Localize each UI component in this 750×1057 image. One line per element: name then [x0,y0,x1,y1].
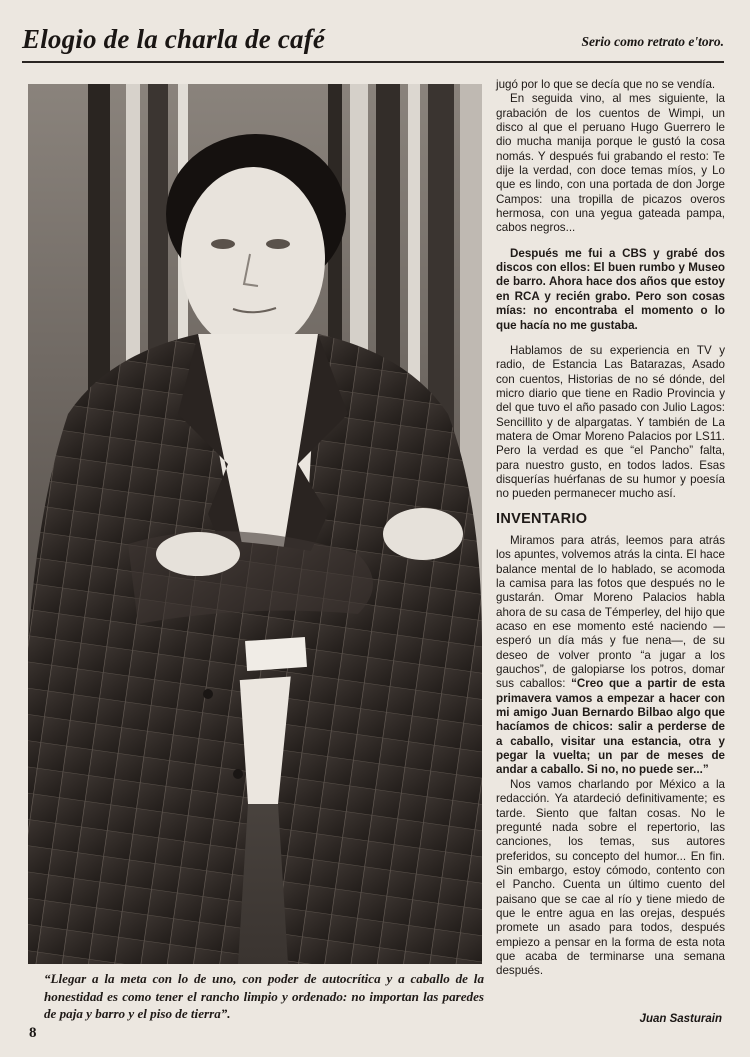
paragraph-2: En seguida vino, al mes siguiente, la grabación de los cuentos de Wimpi, un disco al que el peruano Hugo Guerrero le dio mucha manija porque le gustó la cosa nomás. Y después fui grabando el resto: Te dije la verdad, con doce temas míos, y Lo que es lindo, con una portada de don Jorge Campos: una tropilla de picazos overos hermosa, con una yegua gateada pampa, cabos negros... [496,92,725,235]
paragraph-6: Nos vamos charlando por México a la redacción. Ya atardeció definitivamente; es tarde. Siento que faltan cosas. No le pregunté nada sobre el repertorio, las canciones, los temas, sus autores preferidos, su concepto del humor... En fin. Sin embargo, estoy cómodo, contento con el Pancho. Cuenta un último cuento del paisano que se cae al río y tiene miedo de que le entre agua en las orejas, después promete un asado para todos, después empiezo a pensar en la forma de esta nota que acaba de terminarse una semana después. [496,777,725,978]
paragraph-5-quote: “Creo que a partir de esta primavera vamos a empezar a hacer con mi amigo Juan Bernardo Bilbao algo que hacíamos de chicos: salir a perderse de a caballo, visitar una estancia, otra y pegar la vuelta; un par de meses de andar a caballo. Si no, no puede ser...” [496,677,725,777]
photo-caption: “Llegar a la meta con lo de uno, con poder de autocrítica y a caballo de la honestidad es como tener el rancho limpio y ordenado: no importan las paredes de paja y barro y el piso de tierra”. [44,971,484,1021]
page-title: Elogio de la charla de café [22,24,326,54]
paragraph-5 [496,534,725,778]
paragraph-5-text: Miramos para atrás, leemos para atrás los apuntes, volvemos atrás la cinta. El hace balance mental de lo hablado, se acomoda la camisa para las fotos que después no le gustarán. Omar Moreno Palacios habla ahora de su casa de Témperley, del hijo que acaso en ese momento esté naciendo —esperó un día más y fue nena—, de su deseo de volver pronto “a jugar a los gauchos”, de galopiarse los potros, domar sus caballos: [496,533,725,691]
article-column [496,78,725,979]
paragraph-4: Hablamos de su experiencia en TV y radio, de Estancia Las Batarazas, Asado con cuentos, Historias de no sé dónde, del micro diario que tiene en Radio Provincia y del que tuvo el año pasado con Julio Lagos: Sencillito y de alpargatas. Y también de La matera de Omar Moreno Palacios por LS11. Pero la verdad es que “el Pancho” falta, para nuestro gusto, en todos lados. Esas disquerías huérfanas de su humor y poesía no pueden permanecer mucho así. [496,343,725,501]
section-heading: INVENTARIO [496,510,588,527]
section-tagline: Serio como retrato e'toro. [581,34,724,49]
paragraph-3: Después me fui a CBS y grabé dos discos con ellos: El buen rumbo y Museo de barro. Ahora hace dos años que estoy en RCA y recién grabo. Pero son cosas mías: no encontraba el momento o lo que hacía no me gustaba. [496,246,725,332]
paragraph-1: jugó por lo que se decía que no se vendía. [496,78,716,91]
portrait-photo [28,84,482,964]
header-rule [22,61,724,63]
author-byline: Juan Sasturain [639,1013,722,1025]
page-number: 8 [29,1025,37,1041]
